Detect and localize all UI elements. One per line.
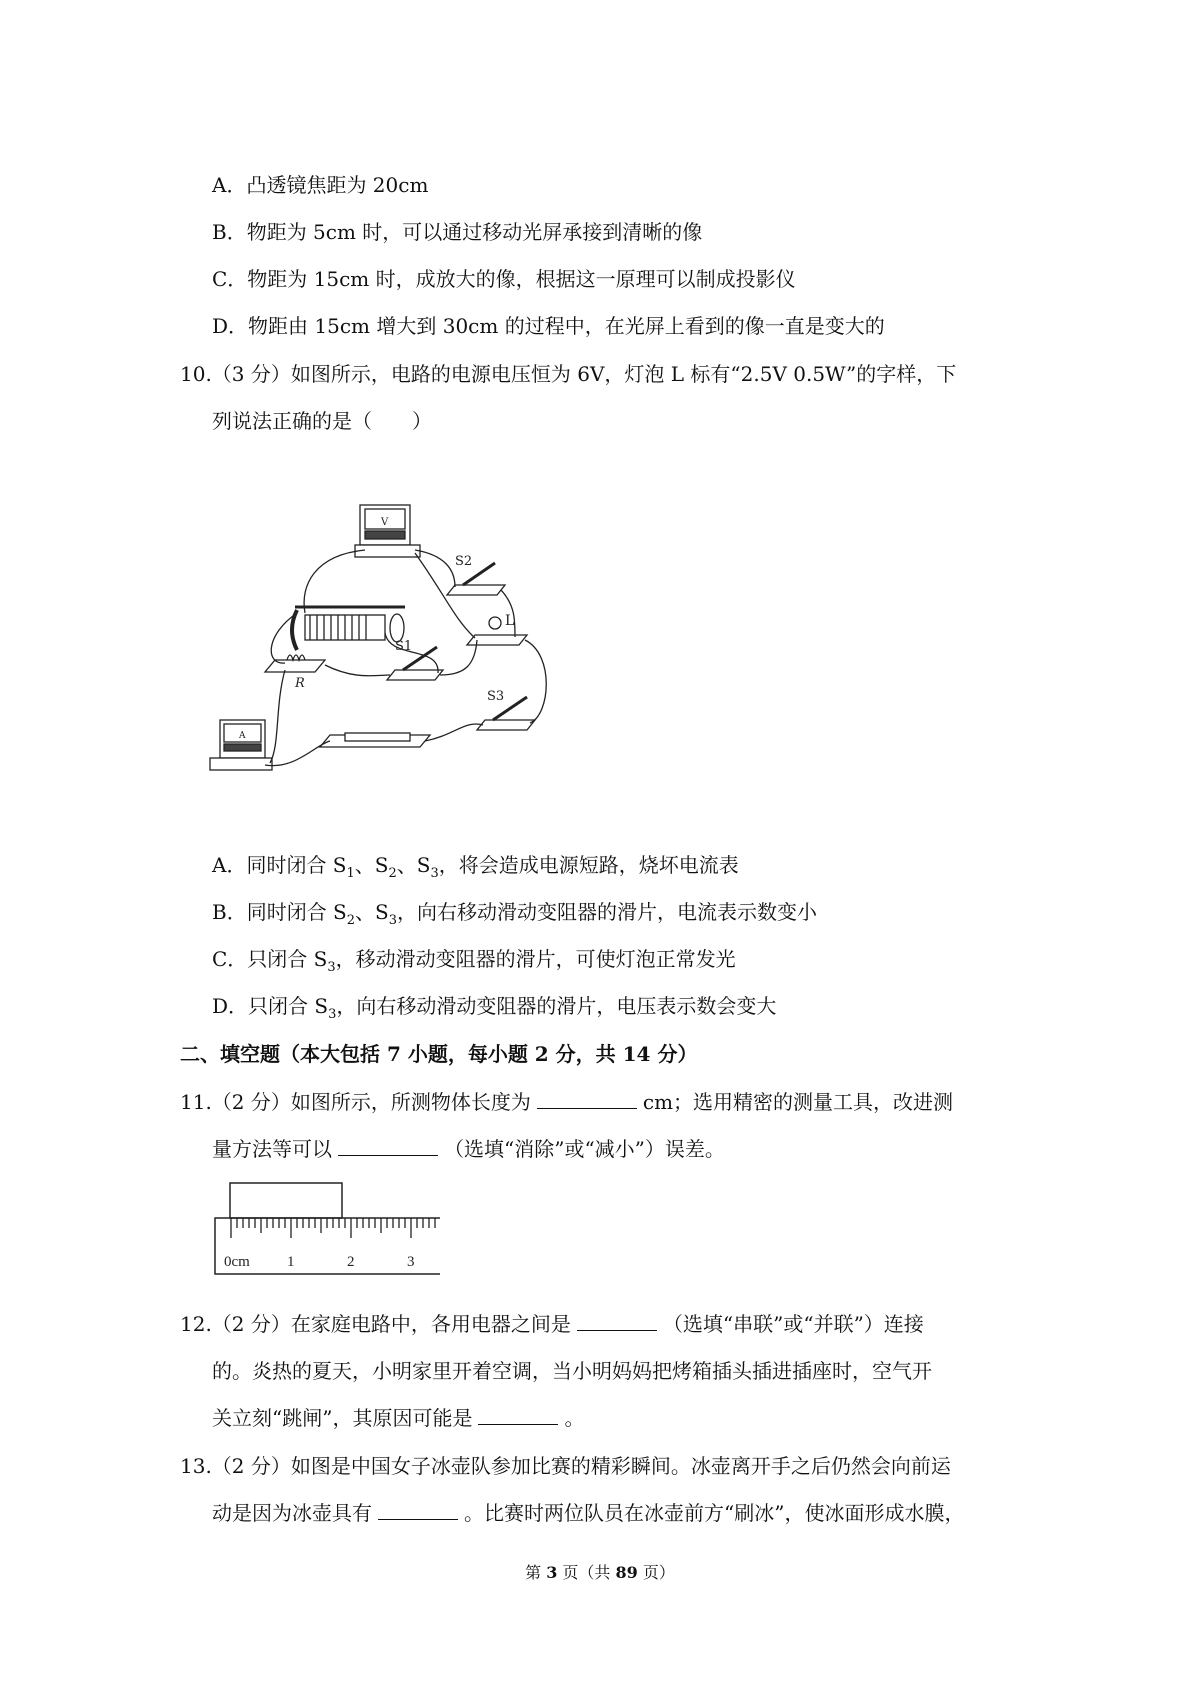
- answer-blank[interactable]: [537, 1088, 637, 1109]
- q13-line1: 13.（2 分）如图是中国女子冰壶队参加比赛的精彩瞬间。冰壶离开手之后仍然会向前运: [180, 1454, 951, 1478]
- voltmeter-label: V: [381, 517, 389, 528]
- svg-text:S3: S3: [487, 689, 505, 704]
- q11-line1: 11.（2 分）如图所示，所测物体长度为 cm；选用精密的测量工具，改进测: [180, 1090, 954, 1114]
- page-footer: 第 3 页（共 89 页）: [525, 1563, 675, 1582]
- q9-option-c: C．物距为 15cm 时，成放大的像，根据这一原理可以制成投影仪: [212, 267, 796, 291]
- svg-text:R: R: [295, 676, 305, 691]
- q12-line2: 的。炎热的夏天，小明家里开着空调，当小明妈妈把烤箱插头插进插座时，空气开: [212, 1359, 932, 1383]
- lamp-l: [467, 613, 527, 645]
- q9-option-a: A．凸透镜焦距为 20cm: [212, 173, 429, 197]
- ammeter: [210, 720, 272, 770]
- svg-text:L: L: [505, 613, 515, 629]
- answer-blank[interactable]: [378, 1499, 458, 1520]
- switch-s1: [387, 639, 443, 680]
- section-title: 二、填空题（本大包括 7 小题，每小题 2 分，共 14 分）: [180, 1042, 698, 1066]
- q12-line3: 关立刻“跳闸”，其原因可能是 。: [212, 1406, 585, 1430]
- switch-s3: [477, 689, 535, 730]
- answer-blank[interactable]: [577, 1310, 657, 1331]
- svg-text:0cm: 0cm: [224, 1254, 250, 1270]
- measured-object: [230, 1183, 342, 1218]
- switch-s2: [447, 554, 505, 595]
- voltmeter: [355, 505, 420, 557]
- answer-blank[interactable]: [338, 1135, 438, 1156]
- rheostat: [292, 607, 405, 650]
- q10-option-d: D．只闭合 $S_3$，向右移动滑动变阻器的滑片，电压表示数会变大: [212, 994, 777, 1022]
- circuit-diagram: [205, 495, 605, 840]
- q13-line2: 动是因为冰壶具有 。比赛时两位队员在冰壶前方“刷冰”，使冰面形成水膜，: [212, 1501, 965, 1525]
- q11-line2: 量方法等可以 （选填“消除”或“减小”）误差。: [212, 1137, 725, 1161]
- battery: [320, 733, 430, 747]
- q10-stem-line1: 10.（3 分）如图所示，电路的电源电压恒为 6V，灯泡 L 标有“2.5V 0.5W”的字样，下: [180, 362, 957, 386]
- q10-option-b: B．同时闭合 $S_2$、$S_3$，向右移动滑动变阻器的滑片，电流表示数变小: [212, 900, 818, 928]
- resistor-r: [265, 655, 325, 691]
- ruler-figure: [210, 1178, 440, 1283]
- svg-text:3: 3: [407, 1254, 415, 1270]
- svg-text:1: 1: [287, 1254, 295, 1270]
- svg-text:S2: S2: [455, 554, 473, 569]
- q9-option-d: D．物距由 15cm 增大到 30cm 的过程中，在光屏上看到的像一直是变大的: [212, 314, 885, 338]
- svg-text:2: 2: [347, 1254, 355, 1270]
- svg-text:A: A: [239, 731, 246, 741]
- q10-stem-line2: 列说法正确的是（ ）: [212, 409, 432, 433]
- q10-option-c: C．只闭合 $S_3$，移动滑动变阻器的滑片，可使灯泡正常发光: [212, 947, 736, 975]
- q9-option-b: B．物距为 5cm 时，可以通过移动光屏承接到清晰的像: [212, 220, 703, 244]
- q12-line1: 12.（2 分）在家庭电路中，各用电器之间是 （选填“串联”或“并联”）连接: [180, 1312, 924, 1336]
- svg-text:S1: S1: [395, 639, 413, 654]
- q10-option-a: A．同时闭合 $S_1$、$S_2$、$S_3$，将会造成电源短路，烧坏电流表: [212, 853, 739, 881]
- answer-blank[interactable]: [478, 1404, 558, 1425]
